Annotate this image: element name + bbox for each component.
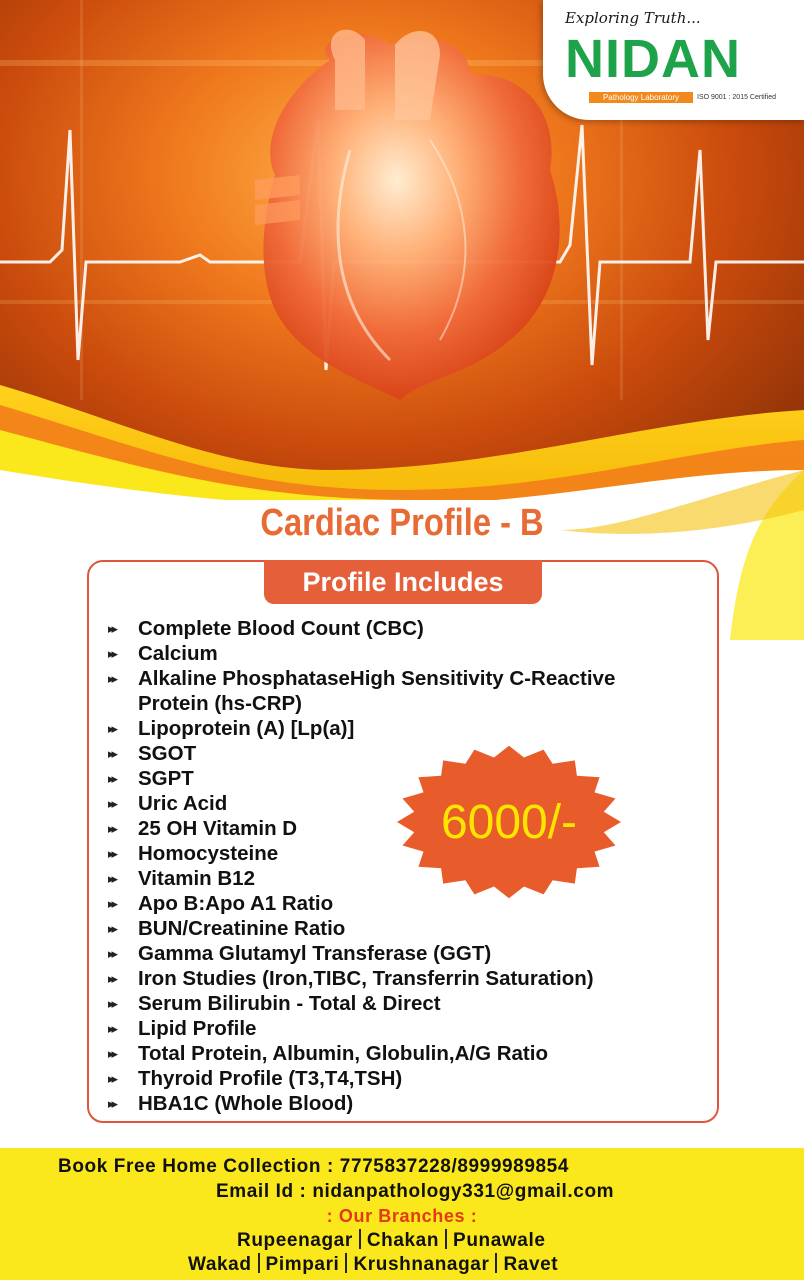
double-arrow-icon: ▸▸ (108, 921, 116, 936)
list-item: ▸▸ Homocysteine (108, 842, 279, 865)
double-arrow-icon: ▸▸ (108, 1046, 116, 1061)
divider (359, 1229, 361, 1249)
branches-row-2 (188, 1253, 558, 1276)
list-item: ▸▸ Iron Studies (Iron,TIBC, Transferrin Saturation) (108, 967, 594, 990)
list-item: ▸▸ Uric Acid (108, 792, 228, 815)
profile-includes-tab: Profile Includes (264, 560, 542, 604)
double-arrow-icon: ▸▸ (108, 721, 116, 736)
list-item: ▸▸ Lipoprotein (A) [Lp(a)] (108, 717, 355, 740)
double-arrow-icon: ▸▸ (108, 1071, 116, 1086)
double-arrow-icon: ▸▸ (108, 771, 116, 786)
logo-wordmark: NIDAN (565, 29, 741, 89)
double-arrow-icon: ▸▸ (108, 821, 116, 836)
list-item: ▸▸ Vitamin B12 (108, 867, 255, 890)
divider (445, 1229, 447, 1249)
list-item: ▸▸ Alkaline PhosphataseHigh Sensitivity C-Reactive (108, 667, 616, 690)
logo-tagline: Exploring Truth... (565, 9, 701, 27)
list-item: ▸▸ BUN/Creatinine Ratio (108, 917, 346, 940)
branch-name: Krushnanagar (353, 1254, 490, 1275)
list-item: ▸▸ Lipid Profile (108, 1017, 257, 1040)
divider (345, 1253, 347, 1273)
branch-name: Chakan (366, 1230, 440, 1251)
logo-certification: ISO 9001 : 2015 Certified (697, 94, 776, 101)
branch-name: Pimpari (265, 1254, 340, 1275)
double-arrow-icon: ▸▸ (108, 896, 116, 911)
list-item: ▸▸ Gamma Glutamyl Transferase (GGT) (108, 942, 492, 965)
double-arrow-icon: ▸▸ (108, 871, 116, 886)
branch-name: Wakad (188, 1254, 252, 1275)
list-item: ▸▸ SGPT (108, 767, 194, 790)
logo-card (543, 0, 804, 120)
double-arrow-icon: ▸▸ (108, 846, 116, 861)
branches-heading: : Our Branches : (326, 1206, 478, 1226)
list-item: ▸▸ HBA1C (Whole Blood) (108, 1092, 354, 1115)
divider (258, 1253, 260, 1273)
double-arrow-icon: ▸▸ (108, 1021, 116, 1036)
list-item: ▸▸ Total Protein, Albumin, Globulin,A/G Ratio (108, 1042, 548, 1065)
email-line: Email Id : nidanpathology331@gmail.com (216, 1181, 615, 1202)
list-item: ▸▸ Complete Blood Count (CBC) (108, 617, 424, 640)
heart-illustration-icon (255, 30, 560, 400)
branch-name: Rupeenagar (237, 1230, 353, 1251)
price-label: 6000/- (440, 796, 578, 849)
branches-row-1 (237, 1229, 546, 1252)
list-item: ▸▸ Serum Bilirubin - Total & Direct (108, 992, 441, 1015)
double-arrow-icon: ▸▸ (108, 996, 116, 1011)
double-arrow-icon: ▸▸ (108, 671, 116, 686)
double-arrow-icon: ▸▸ (108, 946, 116, 961)
branch-name: Ravet (503, 1254, 559, 1275)
booking-line: Book Free Home Collection : 7775837228/8999989854 (58, 1156, 569, 1177)
double-arrow-icon: ▸▸ (108, 1096, 116, 1111)
divider (495, 1253, 497, 1273)
list-item: ▸▸ Apo B:Apo A1 Ratio (108, 892, 334, 915)
double-arrow-icon: ▸▸ (108, 796, 116, 811)
double-arrow-icon: ▸▸ (108, 746, 116, 761)
page-title: Cardiac Profile - B (260, 502, 544, 544)
branch-name: Punawale (453, 1230, 546, 1251)
list-item-continuation: Protein (hs-CRP) (138, 692, 302, 715)
double-arrow-icon: ▸▸ (108, 621, 116, 636)
list-item: ▸▸ Thyroid Profile (T3,T4,TSH) (108, 1067, 403, 1090)
footer (0, 1148, 804, 1280)
double-arrow-icon: ▸▸ (108, 971, 116, 986)
list-item: ▸▸ SGOT (108, 742, 197, 765)
list-item: ▸▸ Calcium (108, 642, 218, 665)
list-item: ▸▸ 25 OH Vitamin D (108, 817, 298, 840)
logo-subtitle: Pathology Laboratory (589, 92, 693, 103)
double-arrow-icon: ▸▸ (108, 646, 116, 661)
